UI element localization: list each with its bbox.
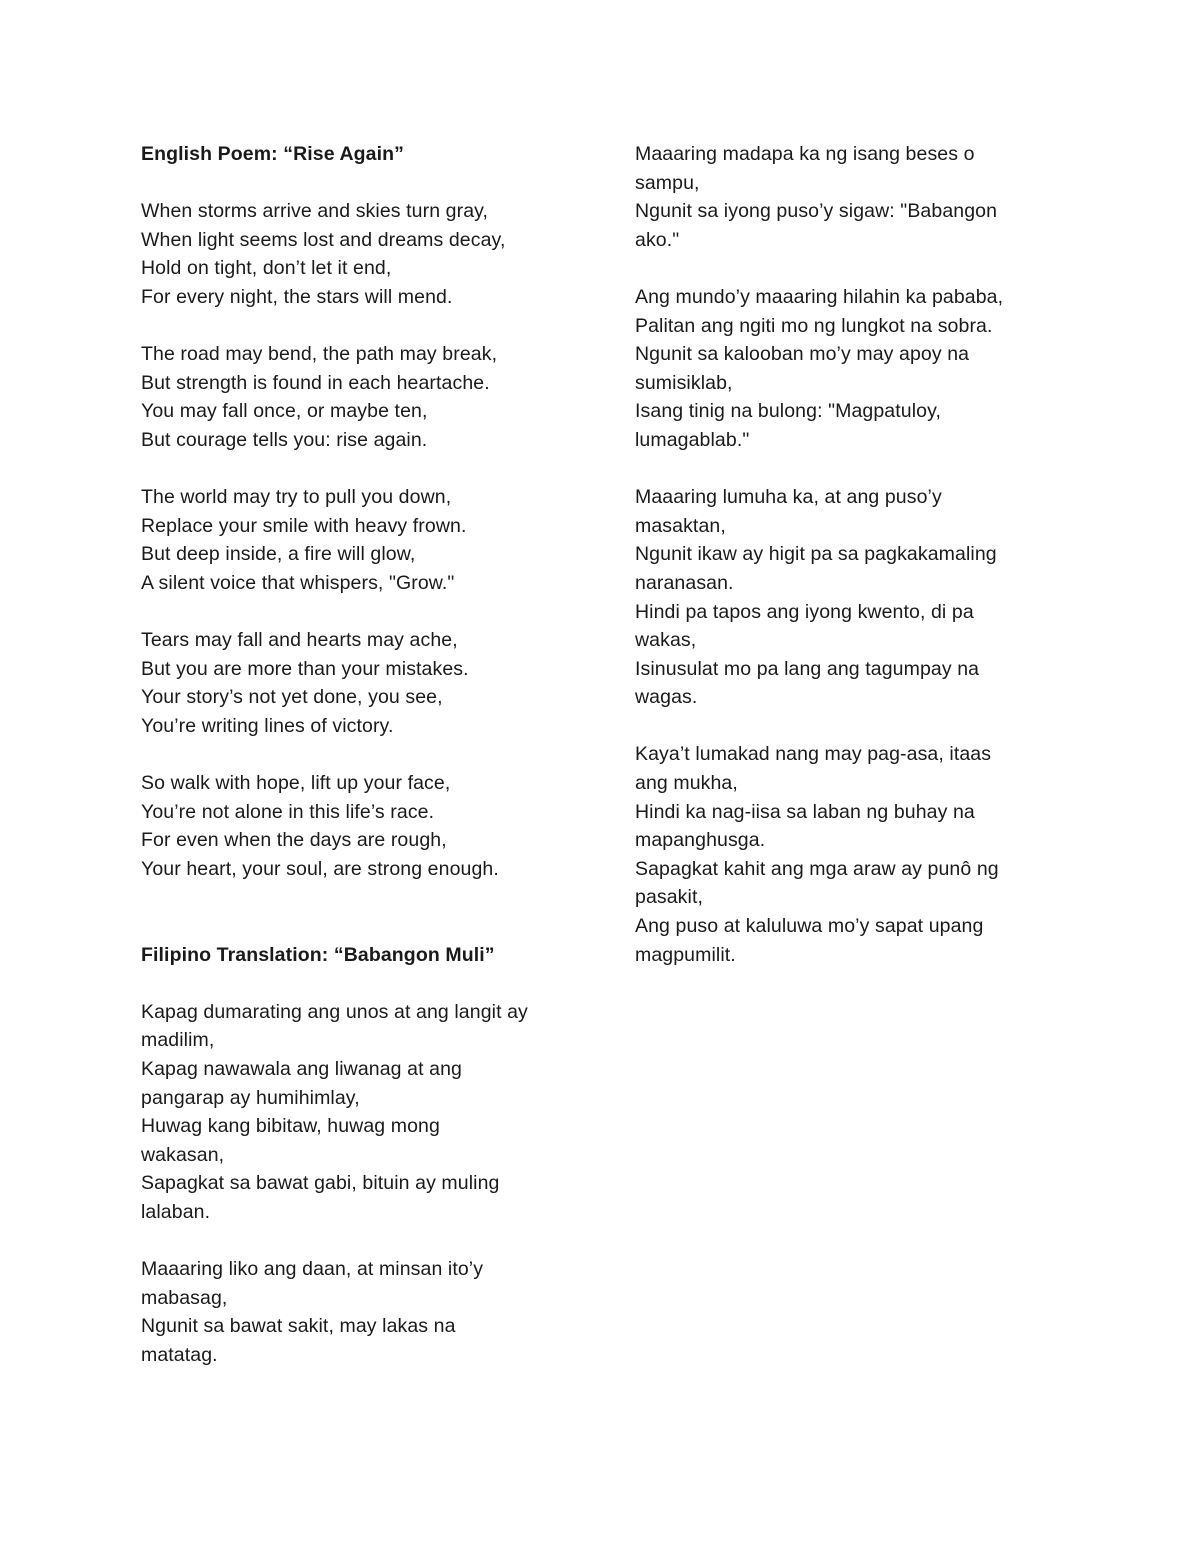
left-poem-line: Kapag nawawala ang liwanag at ang: [141, 1058, 462, 1080]
left-poem-line: A silent voice that whispers, "Grow.": [141, 571, 455, 594]
left-blank-line: [141, 312, 581, 341]
left-heading: English Poem: “Rise Again”: [141, 143, 405, 165]
right-poem-line: Isinusulat mo pa lang ang tagumpay na: [635, 657, 980, 680]
left-poem-line: When storms arrive and skies turn gray,: [141, 200, 489, 223]
left-poem-line: But deep inside, a fire will glow,: [141, 543, 416, 566]
left-blank-line: [141, 740, 581, 769]
left-blank-line: [141, 169, 581, 198]
right-blank-line: [635, 254, 1055, 283]
right-column: [635, 140, 1055, 969]
left-poem-line: When light seems lost and dreams decay,: [141, 228, 506, 251]
right-poem-line: mapanghusga.: [635, 829, 766, 852]
right-poem-line: sampu,: [635, 171, 700, 194]
right-poem-line: Maaaring madapa ka ng isang beses o: [635, 143, 975, 165]
left-poem-line: You may fall once, or maybe ten,: [141, 400, 428, 423]
right-poem-line: Sapagkat kahit ang mga araw ay punô ng: [635, 857, 999, 880]
left-poem-line: But strength is found in each heartache.: [141, 371, 490, 394]
right-poem-line: magpumilit.: [635, 943, 736, 966]
left-poem-line: madilim,: [141, 1029, 215, 1052]
left-poem-line: pangarap ay humihimlay,: [141, 1086, 360, 1109]
right-poem-line: wakas,: [635, 629, 697, 652]
left-blank-line: [141, 912, 581, 941]
left-blank-line: [141, 883, 581, 912]
left-poem-line: So walk with hope, lift up your face,: [141, 772, 451, 795]
right-poem-line: sumisiklab,: [635, 371, 733, 394]
right-poem-line: Ang mundo’y maaaring hilahin ka pababa,: [635, 285, 1004, 308]
left-poem-line: Your heart, your soul, are strong enough.: [141, 857, 499, 880]
right-blank-line: [635, 712, 1055, 741]
left-blank-line: [141, 455, 581, 484]
left-poem-line: You’re not alone in this life’s race.: [141, 800, 435, 823]
left-poem-line: matatag.: [141, 1343, 218, 1366]
left-heading: Filipino Translation: “Babangon Muli”: [141, 943, 495, 966]
right-poem-line: ako.": [635, 228, 680, 251]
left-poem-line: wakasan,: [141, 1143, 225, 1166]
right-poem-line: Ngunit sa kalooban mo’y may apoy na: [635, 343, 970, 366]
right-poem-line: masaktan,: [635, 514, 726, 537]
right-poem-line: naranasan.: [635, 571, 734, 594]
right-poem-line: Ang puso at kaluluwa mo’y sapat upang: [635, 915, 984, 938]
left-poem-line: Maaaring liko ang daan, at minsan ito’y: [141, 1258, 484, 1281]
left-poem-line: You’re writing lines of victory.: [141, 714, 394, 737]
right-poem-line: lumagablab.": [635, 428, 750, 451]
left-poem-line: mabasag,: [141, 1286, 228, 1309]
left-poem-line: lalaban.: [141, 1200, 211, 1223]
right-poem-line: pasakit,: [635, 886, 704, 909]
left-poem-line: But courage tells you: rise again.: [141, 428, 428, 451]
right-poem-line: Kaya’t lumakad nang may pag-asa, itaas: [635, 743, 992, 766]
left-poem-line: But you are more than your mistakes.: [141, 657, 469, 680]
left-poem-line: Ngunit sa bawat sakit, may lakas na: [141, 1315, 456, 1338]
left-poem-line: Sapagkat sa bawat gabi, bituin ay muling: [141, 1172, 500, 1195]
right-poem-line: Isang tinig na bulong: "Magpatuloy,: [635, 400, 942, 423]
left-blank-line: [141, 598, 581, 627]
left-poem-line: Huwag kang bibitaw, huwag mong: [141, 1115, 440, 1138]
left-blank-line: [141, 969, 581, 998]
left-blank-line: [141, 1227, 581, 1256]
left-poem-line: The world may try to pull you down,: [141, 486, 452, 509]
right-poem-line: Palitan ang ngiti mo ng lungkot na sobra.: [635, 314, 993, 337]
left-poem-line: For every night, the stars will mend.: [141, 285, 453, 308]
left-poem-line: Hold on tight, don’t let it end,: [141, 257, 392, 280]
right-blank-line: [635, 455, 1055, 484]
left-column: [141, 140, 581, 1370]
right-poem-line: Ngunit ikaw ay higit pa sa pagkakamaling: [635, 543, 997, 566]
left-poem-line: The road may bend, the path may break,: [141, 343, 498, 366]
left-poem-line: Kapag dumarating ang unos at ang langit ay: [141, 1000, 528, 1023]
left-poem-line: Your story’s not yet done, you see,: [141, 686, 443, 709]
left-poem-line: Tears may fall and hearts may ache,: [141, 629, 458, 652]
right-poem-line: Hindi pa tapos ang iyong kwento, di pa: [635, 600, 974, 623]
right-poem-line: Maaaring lumuha ka, at ang puso’y: [635, 486, 942, 509]
left-poem-line: Replace your smile with heavy frown.: [141, 514, 467, 537]
right-poem-line: Ngunit sa iyong puso’y sigaw: "Babangon: [635, 200, 998, 223]
right-poem-line: Hindi ka nag-iisa sa laban ng buhay na: [635, 800, 975, 823]
right-poem-line: ang mukha,: [635, 772, 738, 795]
left-poem-line: For even when the days are rough,: [141, 829, 447, 852]
right-poem-line: wagas.: [635, 686, 698, 709]
